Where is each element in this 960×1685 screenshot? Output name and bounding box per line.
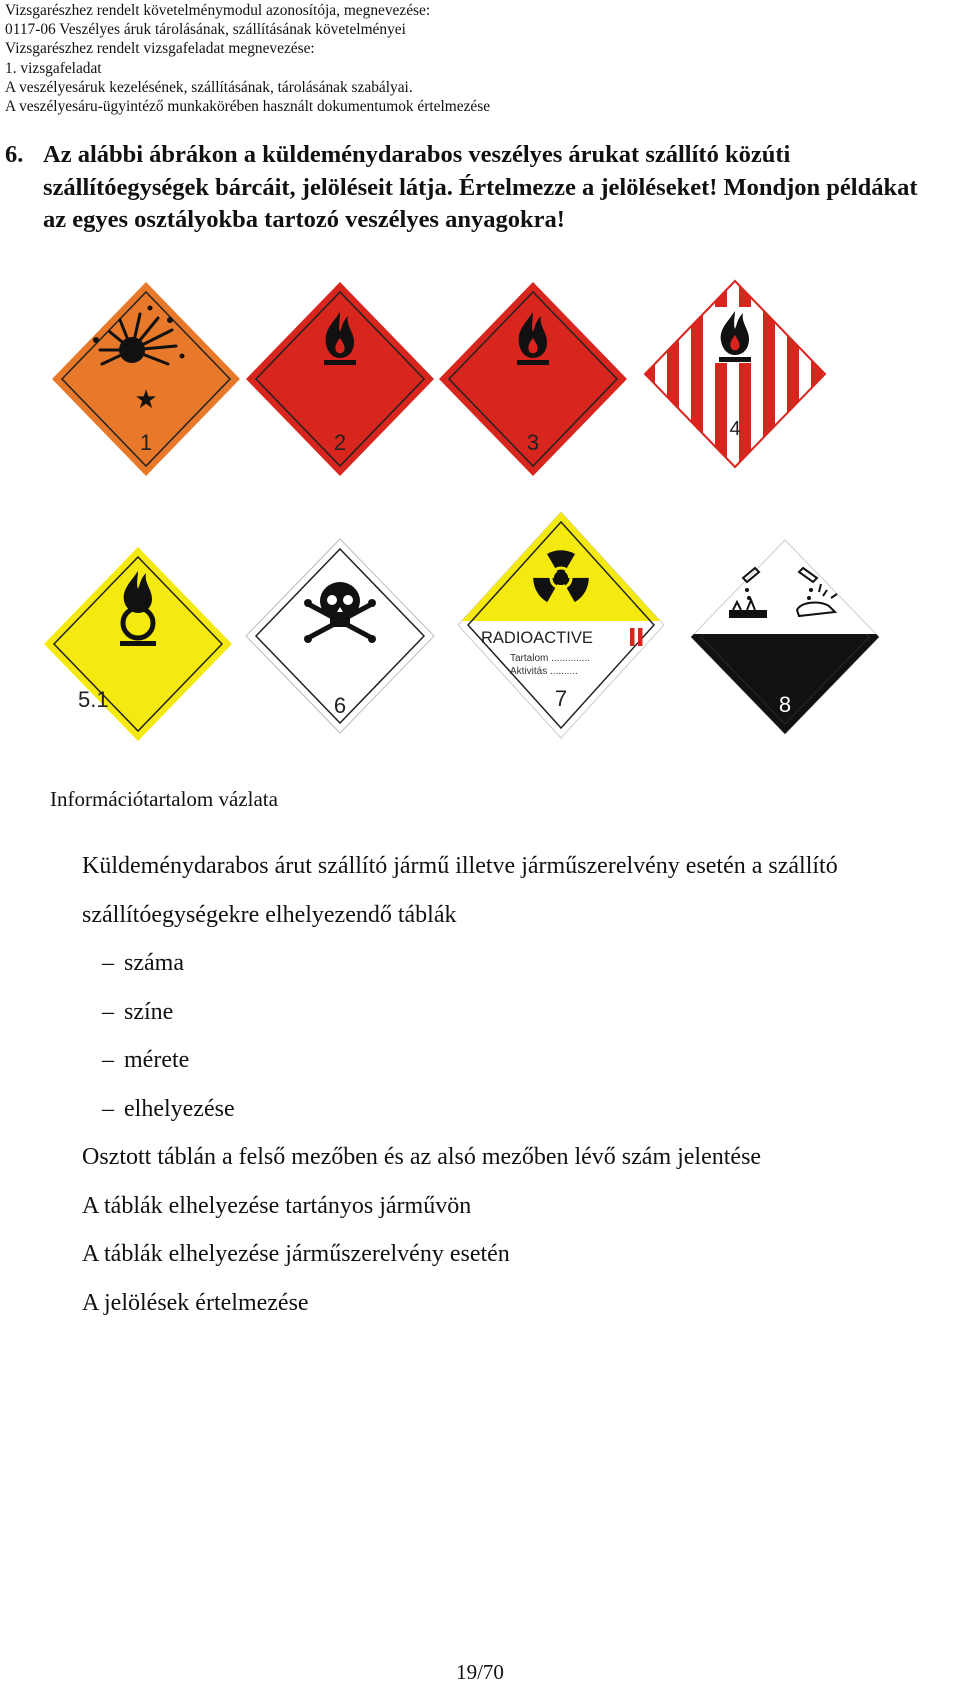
question-number: 6. [5,141,24,168]
flame-icon [713,307,757,363]
hazard-label-class-5-1 [42,545,234,743]
header-line: A veszélyesáruk kezelésének, szállításának, tárolásának szabályai. [5,78,413,96]
hazard-label-class-7 [456,510,666,742]
hazard-label-class-2 [244,280,436,478]
header-line: Vizsgarészhez rendelt követelménymodul azonosítója, megnevezése: [5,2,431,19]
label-class-number: 7 [554,686,568,711]
label-class-number: 2 [333,430,347,455]
radioactive-text: RADIOACTIVE [481,629,593,647]
header-line: Vizsgarészhez rendelt vizsgafeladat megnevezése: [5,40,315,58]
header-line: A veszélyesáru-ügyintéző munkakörében használt dokumentumok értelmezése [5,98,491,116]
label-class-number: 8 [778,692,792,717]
hazard-label-class-8 [689,538,881,738]
hazard-label-class-6 [244,537,436,735]
label-class-number: 1 [139,430,153,455]
activity-line: Aktivitás .......... [510,666,578,677]
outline-line: szállítóegységekre elhelyezendő táblák [82,901,457,928]
label-class-number: 3 [526,430,540,455]
category-bar [630,628,635,646]
outline-subitem: – mérete [82,1036,838,1085]
outline-item: A jelölések értelmezése [82,1289,309,1316]
category-bar [638,628,643,646]
label-class-number: 5.1 [78,687,109,712]
info-outline-list [82,842,838,1327]
dash-bullet: – [102,1095,114,1122]
dash-bullet: – [102,950,114,976]
compatibility-star: ★ [134,385,158,415]
outline-line: Küldeménydarabos árut szállító jármű illetve járműszerelvény esetén a szállító [82,853,838,879]
hazard-label-class-1 [50,280,242,478]
outline-item: A táblák elhelyezése járműszerelvény esetén [82,1241,510,1267]
hazard-label-class-3 [437,280,629,478]
page-number: 19/70 [456,1660,504,1684]
outline-subitem: – színe [82,988,838,1037]
label-class-number: 4 [729,418,741,440]
label-class-number: 6 [333,693,347,718]
outline-subitem: – száma [82,939,838,988]
header-line: 1. vizsgafeladat [5,59,102,77]
contents-line: Tartalom .............. [510,653,591,664]
info-outline-title: Információtartalom vázlata [50,787,278,811]
header-line: 0117-06 Veszélyes áruk tárolásának, szállításának követelményei [5,21,406,39]
question-text: Az alábbi ábrákon a küldeménydarabos veszélyes árukat szállító közúti szállítóegységek bárcáit, jelöléseit látja. Értelmezze a jelöléseket! Mondjon példákat az egyes osztályokba tartozó veszélyes anyagokra! [43,141,918,233]
outline-subitem: – elhelyezése [82,1085,838,1134]
dash-bullet: – [102,1047,114,1073]
outline-item: A táblák elhelyezése tartányos járművön [82,1192,472,1219]
outline-item: Osztott táblán a felső mezőben és az alsó mezőben lévő szám jelentése [82,1144,762,1170]
question-block [5,139,945,237]
hazard-label-class-4 [643,279,827,469]
document-header [5,1,490,116]
dash-bullet: – [102,998,114,1025]
